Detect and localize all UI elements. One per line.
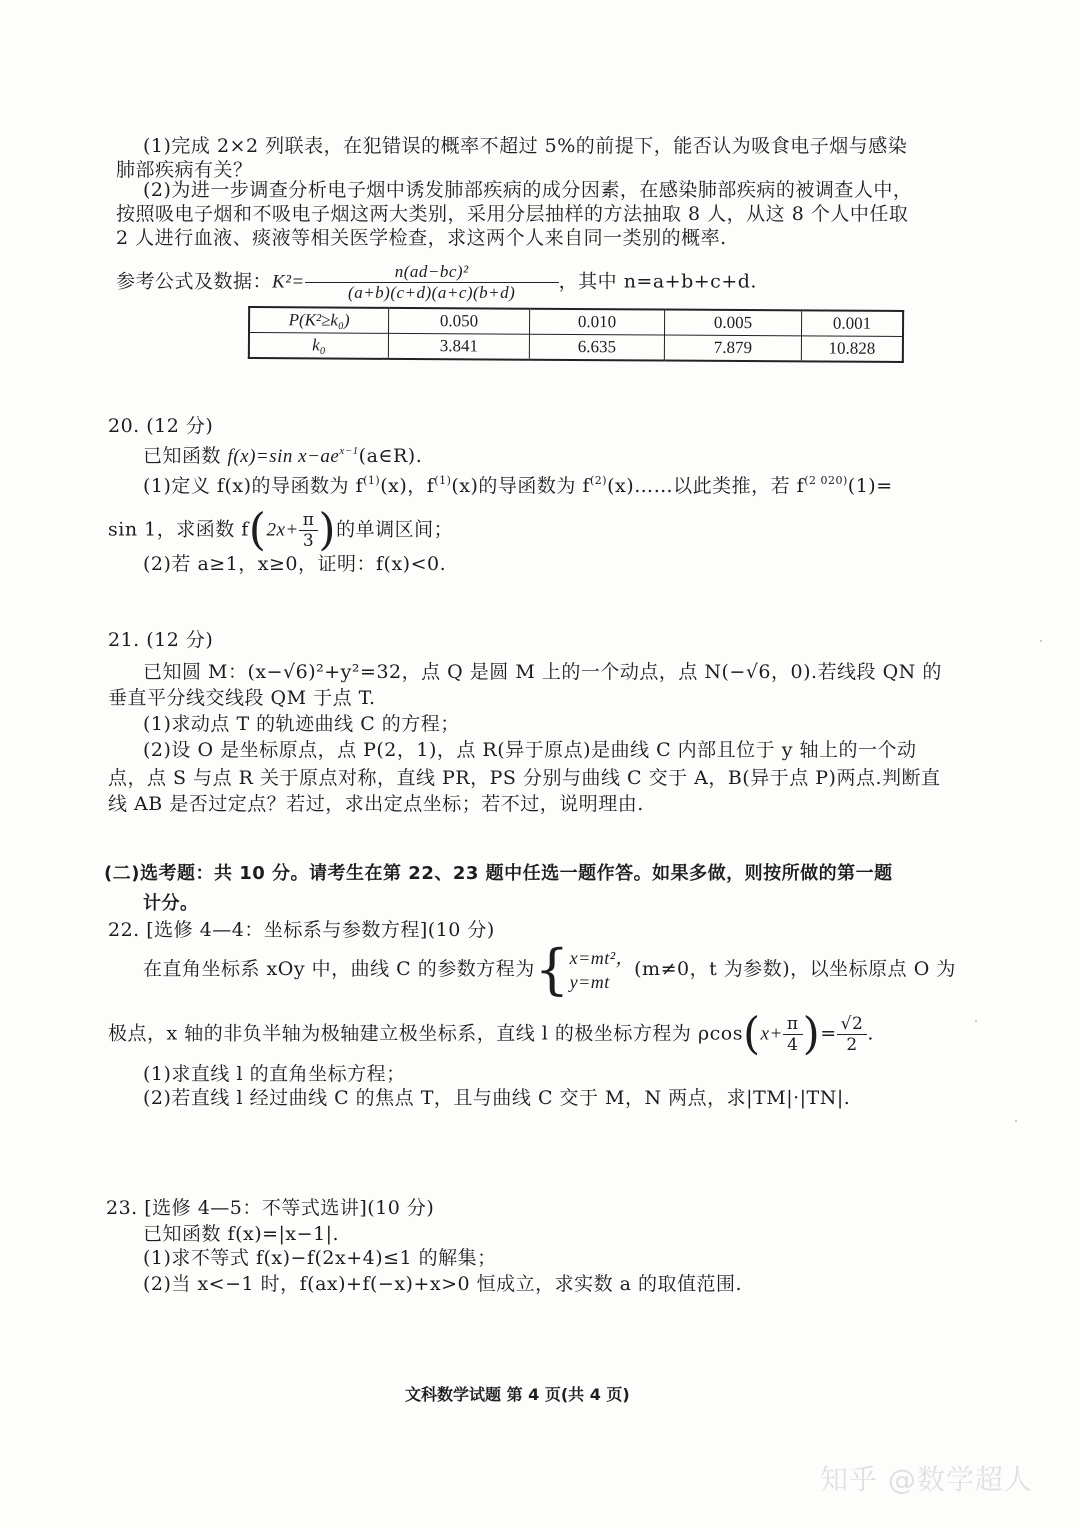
text-run: x+	[760, 1023, 783, 1045]
right-paren: )	[802, 1008, 821, 1060]
denominator: 4	[787, 1035, 799, 1055]
numerator: √2	[837, 1014, 868, 1035]
q21-part2-line3: 线 AB 是否过定点？若过，求出定点坐标；若不过，说明理由.	[108, 793, 644, 815]
numerator: π	[783, 1014, 803, 1035]
text-run: 的单调区间；	[336, 518, 454, 541]
table-cell: 3.841	[388, 333, 529, 359]
q22-part2: (2)若直线 l 经过曲线 C 的焦点 T，且与曲线 C 交于 M，N 两点，求|TM|·|TN|.	[143, 1087, 851, 1109]
superscript: (2)	[590, 474, 608, 487]
right-paren: )	[318, 504, 337, 556]
scan-speck	[1040, 640, 1042, 642]
q22-part1: (1)求直线 l 的直角坐标方程；	[143, 1063, 406, 1085]
q20-stem-function: f(x)=sin x−ae	[227, 446, 340, 467]
q22-stem-line1	[143, 938, 956, 1001]
q21-part1: (1)求动点 T 的轨迹曲线 C 的方程；	[143, 713, 460, 735]
elective-section-heading: (二)选考题：共 10 分。请考生在第 22、23 题中任选一题作答。如果多做，则按所做的第一题	[104, 863, 893, 884]
row-header-k0: k₀	[249, 333, 389, 359]
q20-part1-line1	[143, 474, 893, 498]
row-header-probability: P(K²≥k₀)	[249, 307, 389, 333]
q20-stem	[143, 444, 422, 469]
denominator: 2	[846, 1035, 858, 1055]
left-paren: (	[742, 1008, 761, 1060]
table-cell: 0.010	[530, 309, 665, 335]
q20-header: 20. (12 分)	[108, 415, 214, 437]
q21-part2-line1: (2)设 O 是坐标原点，点 P(2，1)，点 R(异于原点)是曲线 C 内部且位于 y 轴上的一个动	[143, 739, 917, 761]
formula-fraction	[305, 262, 559, 303]
q23-part1: (1)求不等式 f(x)−f(2x+4)≤1 的解集；	[143, 1247, 497, 1269]
k2-critical-value-table	[248, 306, 904, 363]
text-run: (m≠0，t 为参数)，以坐标原点 O 为	[634, 958, 956, 980]
pi-over-4-fraction	[783, 1014, 803, 1055]
table-cell: 0.050	[389, 308, 530, 334]
case-x: x=mt²，	[569, 948, 635, 968]
q23-part2: (2)当 x<−1 时，f(ax)+f(−x)+x>0 恒成立，求实数 a 的取值范围.	[143, 1273, 743, 1295]
q20-part1-line2	[108, 504, 454, 556]
text-run: (x)的导函数为 f	[451, 475, 590, 497]
parametric-cases	[570, 946, 635, 994]
table-cell: 0.001	[801, 310, 903, 336]
equals-sign: =	[820, 1022, 837, 1045]
denominator: 3	[302, 531, 315, 551]
superscript: (1)	[363, 474, 381, 487]
text-run: (x)，f	[380, 475, 435, 497]
text-run: (1)定义 f(x)的导函数为 f	[143, 475, 364, 497]
case-y: y=mt	[569, 972, 610, 992]
table-cell: 0.005	[664, 310, 801, 336]
formula-lhs: K²=	[272, 271, 305, 293]
text-run: sin 1，求函数 f	[108, 518, 249, 541]
q21-header: 21. (12 分)	[108, 629, 214, 651]
q19-part2-line2: 按照吸电子烟和不吸电子烟这两大类别，采用分层抽样的方法抽取 8 人，从这 8 个人中任取	[116, 203, 909, 225]
zhihu-watermark: 知乎 @数学超人	[820, 1463, 1033, 1496]
text-run: 在直角坐标系 xOy 中，曲线 C 的参数方程为	[143, 958, 535, 980]
formula-label: 参考公式及数据：	[116, 270, 273, 293]
table-row-probability	[249, 307, 903, 336]
sqrt2-over-2-fraction	[837, 1014, 868, 1055]
formula-denominator: (a+b)(c+d)(a+c)(b+d)	[348, 283, 516, 302]
q20-stem-text: 已知函数	[143, 445, 228, 467]
q21-stem-line2: 垂直平分线交线段 QM 于点 T.	[108, 687, 376, 709]
table-cell: 7.879	[664, 335, 801, 361]
table-row-k0	[249, 333, 903, 362]
superscript: (2 020)	[804, 474, 848, 487]
q23-header: 23. [选修 4—5：不等式选讲](10 分)	[106, 1197, 435, 1219]
q19-part1-line2: 肺部疾病有关？	[116, 159, 253, 181]
pi-over-3-fraction	[299, 510, 319, 551]
left-brace: {	[534, 938, 570, 1001]
text-run: (1)=	[847, 475, 893, 497]
numerator: π	[299, 510, 319, 531]
text-run: 极点，x 轴的非负半轴为极轴建立极坐标系，直线 l 的极坐标方程为 ρcos	[108, 1022, 743, 1045]
formula-numerator: n(ad−bc)²	[305, 262, 559, 283]
q21-stem-line1: 已知圆 M：(x−√6)²+y²=32，点 Q 是圆 M 上的一个动点，点 N(−√6，0).若线段 QN 的	[143, 661, 942, 683]
elective-section-heading-line2: 计分。	[143, 893, 199, 914]
q19-part2-line3: 2 人进行血液、痰液等相关医学检查，求这两个人来自同一类别的概率.	[116, 227, 727, 249]
reference-formula	[116, 262, 757, 303]
left-paren: (	[248, 504, 267, 556]
q19-part2-line1: (2)为进一步调查分析电子烟中诱发肺部疾病的成分因素，在感染肺部疾病的被调查人中，	[143, 179, 913, 201]
formula-tail: ，其中 n=a+b+c+d.	[558, 270, 757, 293]
scan-speck	[975, 1020, 977, 1022]
q20-part2: (2)若 a≥1，x≥0，证明：f(x)<0.	[143, 553, 447, 575]
superscript: (1)	[434, 474, 452, 487]
q22-header: 22. [选修 4—4：坐标系与参数方程](10 分)	[108, 919, 495, 941]
q20-stem-domain: (a∈R).	[358, 445, 423, 467]
q19-part1-line1: (1)完成 2×2 列联表，在犯错误的概率不超过 5%的前提下，能否认为吸食电子烟与感染	[143, 135, 908, 157]
q22-stem-line2	[108, 1008, 874, 1060]
text-run: 2x+	[266, 519, 299, 541]
scan-speck	[1015, 1120, 1017, 1122]
q21-part2-line2: 点，点 S 与点 R 关于原点对称，直线 PR，PS 分别与曲线 C 交于 A，B(异于点 P)两点.判断直	[108, 767, 941, 789]
page-footer: 文科数学试题 第 4 页(共 4 页)	[405, 1385, 630, 1404]
table-cell: 10.828	[801, 336, 903, 362]
q23-stem: 已知函数 f(x)=|x−1|.	[143, 1223, 340, 1245]
table-cell: 6.635	[529, 334, 664, 360]
text-run: .	[867, 1022, 874, 1045]
text-run: (x)……以此类推，若 f	[607, 475, 805, 497]
q20-stem-exponent: x−1	[339, 445, 359, 457]
